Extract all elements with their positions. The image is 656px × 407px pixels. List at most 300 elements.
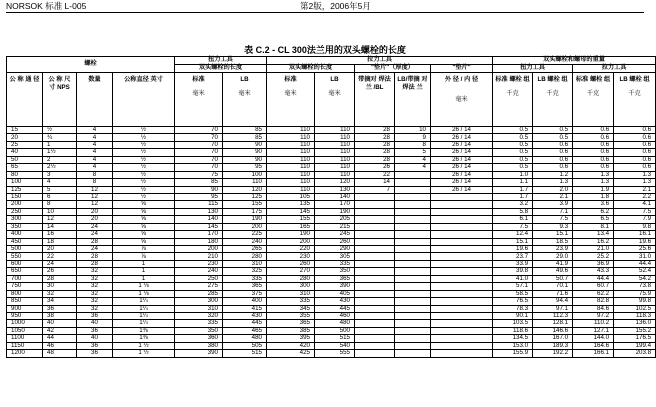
cell-w-torque-std: 57.1 <box>493 283 533 290</box>
cell-w-torque-lb: 0.5 <box>533 127 573 134</box>
col-weight-torque-std-label: 标准 螺栓 组 <box>495 76 530 83</box>
cell-w-tension-std: 166.1 <box>573 350 614 357</box>
cell-qty: 4 <box>77 141 113 148</box>
cell-gasket-face: 28 <box>355 149 395 156</box>
cell-w-tension-lb: 0.6 <box>614 156 656 163</box>
cell-torque-std: 390 <box>175 350 223 357</box>
header-divider <box>6 12 644 13</box>
cell-torque-lb: 225 <box>223 231 267 238</box>
cell-gasket-face <box>355 223 395 230</box>
cell-w-torque-std: 1.0 <box>493 171 533 178</box>
table-title: 表 C.2 - CL 300法兰用的双头螺栓的长度 <box>244 45 406 55</box>
cell-nominal: 400 <box>7 231 43 238</box>
cell-torque-std: 210 <box>175 253 223 260</box>
cell-w-tension-std: 1.8 <box>573 193 614 200</box>
cell-w-torque-lb: 29.0 <box>533 253 573 260</box>
cell-torque-std: 320 <box>175 312 223 319</box>
cell-gasket-lbface <box>395 246 431 253</box>
cell-torque-lb: 110 <box>223 179 267 186</box>
cell-qty: 20 <box>77 216 113 223</box>
cell-dia: ⅞ <box>113 246 175 253</box>
cell-gasket-od-id <box>431 320 493 327</box>
cell-tension-lb: 500 <box>315 327 355 334</box>
cell-nominal: 950 <box>7 312 43 319</box>
cell-gasket-face <box>355 305 395 312</box>
cell-w-tension-lb: 176.5 <box>614 335 656 342</box>
cell-qty: 32 <box>77 268 113 275</box>
cell-w-torque-lb: 49.6 <box>533 268 573 275</box>
cell-nominal: 800 <box>7 290 43 297</box>
unit-mm-1: 毫米 <box>192 90 205 97</box>
col-gasket-od-id <box>431 73 493 127</box>
cell-gasket-face <box>355 275 395 282</box>
cell-torque-lb: 120 <box>223 186 267 193</box>
cell-w-tension-std: 6.2 <box>573 208 614 215</box>
group-weight: 双头螺栓和螺母的重量 <box>493 57 656 65</box>
cell-w-torque-std: 6.1 <box>493 216 533 223</box>
cell-nominal: 150 <box>7 193 43 200</box>
cell-qty: 4 <box>77 134 113 141</box>
cell-w-torque-lb: 0.6 <box>533 141 573 148</box>
cell-w-tension-lb: 16.1 <box>614 231 656 238</box>
table-row <box>7 298 656 305</box>
col-weight-tension-lb <box>614 73 656 127</box>
cell-gasket-face: 28 <box>355 156 395 163</box>
cell-tension-lb: 445 <box>315 305 355 312</box>
cell-gasket-face: 28 <box>355 141 395 148</box>
cell-w-tension-std: 0.6 <box>573 134 614 141</box>
cell-gasket-od-id: 26 / 14 <box>431 134 493 141</box>
cell-w-tension-lb: 25.6 <box>614 246 656 253</box>
cell-dia: ½ <box>113 179 175 186</box>
cell-dia: ⅝ <box>113 231 175 238</box>
col-gasket-lbface: LB/带摘 对焊法 兰 <box>395 73 431 127</box>
cell-torque-lb: 335 <box>223 275 267 282</box>
cell-gasket-face <box>355 342 395 349</box>
cell-dia: 1¼ <box>113 298 175 305</box>
cell-qty: 12 <box>77 186 113 193</box>
cell-w-torque-lb: 94.4 <box>533 298 573 305</box>
cell-torque-std: 130 <box>175 208 223 215</box>
cell-tension-lb: 290 <box>315 246 355 253</box>
cell-tension-std: 110 <box>267 134 315 141</box>
cell-dia: ⅝ <box>113 201 175 208</box>
cell-torque-lb: 155 <box>223 201 267 208</box>
col-tension-lb <box>315 73 355 127</box>
cell-dia: ½ <box>113 134 175 141</box>
cell-w-tension-lb: 54.2 <box>614 275 656 282</box>
cell-nps: 32 <box>43 290 77 297</box>
cell-torque-lb: 175 <box>223 208 267 215</box>
cell-nominal: 1200 <box>7 350 43 357</box>
cell-tension-std: 200 <box>267 238 315 245</box>
cell-dia: 1 ½ <box>113 342 175 349</box>
cell-gasket-face <box>355 312 395 319</box>
subgroup-weight-torque: 扭力工具 <box>493 65 573 73</box>
cell-w-torque-std: 0.5 <box>493 156 533 163</box>
cell-torque-std: 85 <box>175 179 223 186</box>
cell-nominal: 300 <box>7 216 43 223</box>
cell-nps: 1½ <box>43 149 77 156</box>
cell-w-torque-lb: 2.0 <box>533 186 573 193</box>
subgroup-gasket-thickness: "垫片"（厚度） <box>355 65 431 73</box>
cell-gasket-lbface <box>395 223 431 230</box>
cell-nps: 30 <box>43 283 77 290</box>
cell-nps: 44 <box>43 335 77 342</box>
cell-gasket-face: 28 <box>355 134 395 141</box>
header-standard: NORSOK 标准 L-005 <box>6 1 87 11</box>
cell-dia: ½ <box>113 193 175 200</box>
col-tension-std <box>267 73 315 127</box>
cell-w-torque-lb: 189.3 <box>533 342 573 349</box>
cell-torque-std: 380 <box>175 342 223 349</box>
col-gasket-face: 带摘对 焊法兰 /BL <box>355 73 395 127</box>
cell-qty: 4 <box>77 164 113 171</box>
table-row <box>7 193 656 200</box>
cell-gasket-lbface <box>395 298 431 305</box>
cell-tension-lb: 555 <box>315 350 355 357</box>
cell-w-tension-std: 3.6 <box>573 201 614 208</box>
cell-w-tension-std: 1.3 <box>573 179 614 186</box>
cell-gasket-od-id <box>431 260 493 267</box>
cell-gasket-od-id <box>431 216 493 223</box>
cell-gasket-lbface: 4 <box>395 164 431 171</box>
cell-gasket-face <box>355 350 395 357</box>
col-weight-tension-std-label: 标准 螺栓 组 <box>575 76 611 83</box>
cell-tension-lb: 190 <box>315 208 355 215</box>
cell-gasket-face <box>355 253 395 260</box>
subgroup-torque-length: 双头螺栓的长度 <box>175 65 267 73</box>
cell-gasket-face <box>355 238 395 245</box>
cell-nominal: 40 <box>7 149 43 156</box>
cell-tension-std: 395 <box>267 335 315 342</box>
cell-w-tension-lb: 7.5 <box>614 208 656 215</box>
table-row <box>7 171 656 178</box>
cell-gasket-lbface <box>395 186 431 193</box>
cell-nps: 3 <box>43 171 77 178</box>
cell-tension-std: 135 <box>267 201 315 208</box>
cell-w-tension-lb: 2.1 <box>614 186 656 193</box>
col-tension-lb-label: LB <box>330 76 339 83</box>
cell-w-tension-lb: 0.6 <box>614 149 656 156</box>
cell-tension-std: 110 <box>267 149 315 156</box>
cell-qty: 4 <box>77 149 113 156</box>
cell-dia: 1 <box>113 268 175 275</box>
cell-w-tension-std: 127.1 <box>573 327 614 334</box>
cell-torque-lb: 280 <box>223 253 267 260</box>
cell-nominal: 1050 <box>7 327 43 334</box>
cell-gasket-od-id <box>431 335 493 342</box>
cell-gasket-od-id <box>431 298 493 305</box>
cell-tension-std: 280 <box>267 275 315 282</box>
cell-nominal: 1000 <box>7 320 43 327</box>
cell-qty: 28 <box>77 238 113 245</box>
cell-gasket-lbface: 10 <box>395 127 431 134</box>
cell-nominal: 900 <box>7 305 43 312</box>
cell-w-tension-lb: 99.8 <box>614 298 656 305</box>
cell-nominal: 125 <box>7 186 43 193</box>
cell-tension-lb: 430 <box>315 298 355 305</box>
cell-w-tension-lb: 19.6 <box>614 238 656 245</box>
cell-w-torque-lb: 41.9 <box>533 260 573 267</box>
cell-gasket-lbface <box>395 201 431 208</box>
cell-gasket-face: 26 <box>355 164 395 171</box>
subgroup-tension-length: 双头螺栓的长度 <box>267 65 355 73</box>
table-row <box>7 283 656 290</box>
cell-nominal: 15 <box>7 127 43 134</box>
cell-nps: 38 <box>43 312 77 319</box>
cell-gasket-face: 14 <box>355 179 395 186</box>
cell-torque-lb: 90 <box>223 156 267 163</box>
cell-nps: 26 <box>43 268 77 275</box>
cell-tension-std: 355 <box>267 312 315 319</box>
cell-dia: 1¼ <box>113 312 175 319</box>
cell-w-tension-lb: 102.5 <box>614 305 656 312</box>
cell-gasket-face <box>355 260 395 267</box>
cell-torque-lb: 430 <box>223 312 267 319</box>
cell-qty: 24 <box>77 223 113 230</box>
col-nps: 公 称 尺 寸 NPS <box>43 73 77 127</box>
cell-dia: 1⅜ <box>113 335 175 342</box>
cell-tension-lb: 305 <box>315 253 355 260</box>
cell-w-torque-lb: 50.7 <box>533 275 573 282</box>
cell-gasket-od-id <box>431 246 493 253</box>
cell-dia: 1¼ <box>113 305 175 312</box>
cell-w-tension-std: 0.6 <box>573 164 614 171</box>
cell-gasket-lbface <box>395 350 431 357</box>
cell-w-torque-std: 76.5 <box>493 298 533 305</box>
cell-nps: 40 <box>43 320 77 327</box>
cell-w-tension-std: 60.7 <box>573 283 614 290</box>
cell-gasket-od-id: 26 / 14 <box>431 149 493 156</box>
cell-qty: 32 <box>77 275 113 282</box>
cell-tension-std: 110 <box>267 179 315 186</box>
cell-nominal: 650 <box>7 268 43 275</box>
cell-w-torque-lb: 7.1 <box>533 208 573 215</box>
cell-w-torque-std: 5.8 <box>493 208 533 215</box>
table-row <box>7 186 656 193</box>
cell-w-torque-std: 0.5 <box>493 134 533 141</box>
cell-gasket-face <box>355 327 395 334</box>
cell-w-torque-lb: 0.5 <box>533 134 573 141</box>
cell-torque-std: 285 <box>175 290 223 297</box>
cell-torque-lb: 505 <box>223 342 267 349</box>
cell-tension-lb: 110 <box>315 134 355 141</box>
table-row <box>7 246 656 253</box>
cell-nominal: 1150 <box>7 342 43 349</box>
cell-gasket-od-id <box>431 201 493 208</box>
cell-torque-std: 70 <box>175 149 223 156</box>
cell-w-tension-std: 84.6 <box>573 305 614 312</box>
cell-w-torque-std: 23.7 <box>493 253 533 260</box>
cell-w-tension-std: 25.2 <box>573 253 614 260</box>
cell-dia: ½ <box>113 156 175 163</box>
table-row <box>7 208 656 215</box>
cell-torque-lb: 415 <box>223 305 267 312</box>
cell-gasket-face <box>355 290 395 297</box>
cell-dia: 1 <box>113 260 175 267</box>
header-row-columns <box>7 73 656 127</box>
cell-gasket-od-id: 26 / 14 <box>431 156 493 163</box>
cell-torque-std: 230 <box>175 260 223 267</box>
cell-w-torque-std: 134.5 <box>493 335 533 342</box>
cell-tension-lb: 540 <box>315 342 355 349</box>
cell-gasket-od-id <box>431 342 493 349</box>
cell-gasket-lbface <box>395 208 431 215</box>
cell-tension-lb: 130 <box>315 186 355 193</box>
cell-torque-lb: 310 <box>223 260 267 267</box>
cell-nominal: 700 <box>7 275 43 282</box>
cell-w-tension-std: 0.6 <box>573 127 614 134</box>
cell-gasket-lbface <box>395 216 431 223</box>
col-weight-torque-lb <box>533 73 573 127</box>
cell-gasket-face <box>355 201 395 208</box>
cell-nps: ¾ <box>43 134 77 141</box>
cell-w-torque-std: 155.9 <box>493 350 533 357</box>
cell-torque-std: 70 <box>175 134 223 141</box>
cell-w-tension-std: 62.2 <box>573 290 614 297</box>
col-weight-torque-lb-label: LB 螺栓 组 <box>537 76 568 83</box>
cell-gasket-od-id: 26 / 14 <box>431 127 493 134</box>
cell-gasket-face <box>355 193 395 200</box>
cell-gasket-lbface <box>395 335 431 342</box>
cell-nominal: 600 <box>7 260 43 267</box>
cell-tension-std: 155 <box>267 216 315 223</box>
group-tension: 拉力工具 <box>267 57 493 65</box>
cell-w-torque-std: 0.5 <box>493 141 533 148</box>
cell-w-torque-lb: 9.3 <box>533 223 573 230</box>
cell-gasket-lbface <box>395 260 431 267</box>
col-torque-lb-label: LB <box>240 76 249 83</box>
cell-w-tension-lb: 31.0 <box>614 253 656 260</box>
cell-torque-std: 180 <box>175 238 223 245</box>
cell-tension-lb: 245 <box>315 231 355 238</box>
cell-w-torque-lb: 70.1 <box>533 283 573 290</box>
cell-w-torque-std: 0.5 <box>493 127 533 134</box>
cell-tension-std: 110 <box>267 127 315 134</box>
cell-nominal: 550 <box>7 253 43 260</box>
cell-torque-lb: 85 <box>223 134 267 141</box>
cell-w-tension-lb: 155.2 <box>614 327 656 334</box>
cell-w-torque-std: 1.7 <box>493 193 533 200</box>
cell-gasket-face: 22 <box>355 171 395 178</box>
cell-tension-std: 145 <box>267 208 315 215</box>
cell-gasket-face <box>355 246 395 253</box>
cell-gasket-od-id: 26 / 14 <box>431 141 493 148</box>
cell-nominal: 80 <box>7 171 43 178</box>
table-row <box>7 134 656 141</box>
cell-nps: 20 <box>43 246 77 253</box>
cell-w-torque-lb: 167.0 <box>533 335 573 342</box>
cell-tension-lb: 140 <box>315 193 355 200</box>
col-bolt-diameter: 公称直径 英寸 <box>113 73 175 127</box>
cell-tension-std: 365 <box>267 320 315 327</box>
cell-dia: 1 ⅛ <box>113 283 175 290</box>
cell-gasket-od-id <box>431 283 493 290</box>
cell-w-tension-std: 164.6 <box>573 342 614 349</box>
cell-tension-lb: 480 <box>315 320 355 327</box>
cell-nps: 24 <box>43 260 77 267</box>
cell-nps: 2½ <box>43 164 77 171</box>
col-torque-std-label: 标准 <box>192 76 205 83</box>
cell-tension-lb: 205 <box>315 216 355 223</box>
cell-w-torque-lb: 0.6 <box>533 149 573 156</box>
header-edition: 第2版，2006年5月 <box>300 1 371 11</box>
cell-dia: ½ <box>113 186 175 193</box>
cell-dia: ⅝ <box>113 208 175 215</box>
cell-qty: 24 <box>77 231 113 238</box>
cell-tension-std: 105 <box>267 193 315 200</box>
cell-torque-std: 90 <box>175 186 223 193</box>
cell-torque-lb: 90 <box>223 141 267 148</box>
cell-tension-std: 270 <box>267 268 315 275</box>
cell-qty: 36 <box>77 312 113 319</box>
cell-gasket-lbface <box>395 238 431 245</box>
cell-nps: 16 <box>43 231 77 238</box>
cell-gasket-od-id <box>431 275 493 282</box>
cell-w-tension-lb: 0.6 <box>614 141 656 148</box>
cell-tension-std: 260 <box>267 260 315 267</box>
cell-nominal: 200 <box>7 201 43 208</box>
bolt-length-table <box>6 56 656 358</box>
table-row <box>7 127 656 134</box>
cell-nps: 22 <box>43 253 77 260</box>
cell-gasket-face <box>355 216 395 223</box>
cell-gasket-lbface <box>395 342 431 349</box>
col-weight-tension-lb-label: LB 螺栓 组 <box>619 76 650 83</box>
cell-w-torque-lb: 97.1 <box>533 305 573 312</box>
cell-w-torque-std: 1.1 <box>493 179 533 186</box>
cell-gasket-lbface <box>395 171 431 178</box>
cell-dia: ⅝ <box>113 238 175 245</box>
cell-gasket-lbface <box>395 320 431 327</box>
cell-gasket-od-id <box>431 327 493 334</box>
cell-torque-lb: 375 <box>223 290 267 297</box>
cell-dia: 1 ⅛ <box>113 290 175 297</box>
cell-gasket-lbface <box>395 275 431 282</box>
cell-tension-std: 345 <box>267 305 315 312</box>
cell-w-torque-std: 0.5 <box>493 164 533 171</box>
cell-tension-lb: 110 <box>315 164 355 171</box>
cell-gasket-od-id <box>431 208 493 215</box>
cell-torque-lb: 90 <box>223 149 267 156</box>
cell-gasket-lbface <box>395 312 431 319</box>
cell-nps: 18 <box>43 238 77 245</box>
cell-nps: 48 <box>43 350 77 357</box>
cell-dia: ½ <box>113 149 175 156</box>
col-nominal-diameter: 公 称 通 径 <box>7 73 43 127</box>
cell-gasket-od-id <box>431 193 493 200</box>
cell-qty: 32 <box>77 298 113 305</box>
cell-dia: 1 <box>113 275 175 282</box>
cell-nps: ½ <box>43 127 77 134</box>
cell-w-tension-std: 44.4 <box>573 275 614 282</box>
cell-torque-std: 95 <box>175 193 223 200</box>
cell-qty: 20 <box>77 208 113 215</box>
cell-torque-std: 275 <box>175 283 223 290</box>
cell-nominal: 350 <box>7 223 43 230</box>
cell-gasket-lbface <box>395 290 431 297</box>
cell-w-torque-std: 0.5 <box>493 149 533 156</box>
cell-w-tension-std: 110.2 <box>573 320 614 327</box>
cell-gasket-lbface: 4 <box>395 156 431 163</box>
cell-tension-lb: 335 <box>315 260 355 267</box>
cell-gasket-lbface <box>395 268 431 275</box>
cell-w-tension-lb: 2.2 <box>614 193 656 200</box>
group-bolt: 螺栓 <box>7 57 175 73</box>
cell-qty: 12 <box>77 193 113 200</box>
cell-qty: 40 <box>77 335 113 342</box>
